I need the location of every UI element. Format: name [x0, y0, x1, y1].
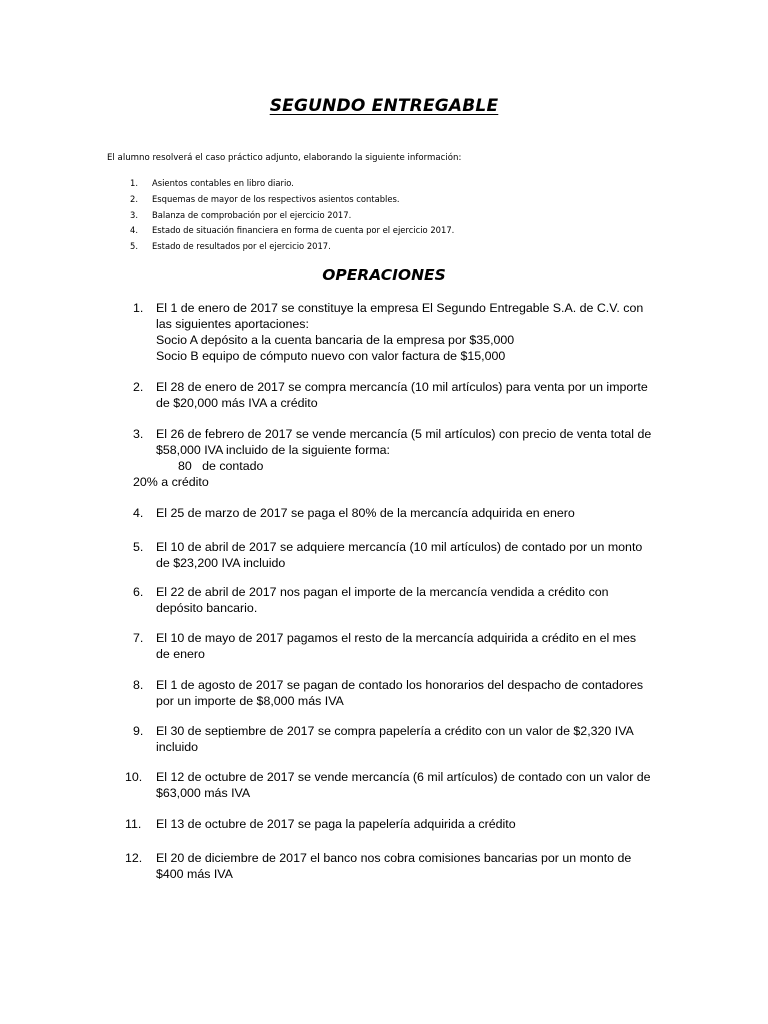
operation-line: Socio B equipo de cómputo nuevo con valor factura de $15,000	[156, 349, 506, 363]
operation-line: El 12 de octubre de 2017 se vende mercancía (6 mil artículos) de contado con un valor de	[156, 770, 651, 784]
operation-number: 12.	[125, 851, 143, 865]
operation-number: 4.	[133, 506, 144, 520]
operation-line: Socio A depósito a la cuenta bancaria de la empresa por $35,000	[156, 333, 515, 347]
task-text: Estado de resultados por el ejercicio 2017.	[152, 241, 331, 252]
operation-item	[133, 539, 673, 571]
operation-item	[133, 379, 673, 411]
operation-line: El 26 de febrero de 2017 se vende mercancía (5 mil artículos) con precio de venta total de	[156, 427, 652, 441]
operation-line: $63,000 más IVA	[156, 786, 251, 800]
operation-text	[156, 630, 673, 662]
operation-number: 5.	[133, 540, 144, 554]
operation-line: por un importe de $8,000 más IVA	[156, 694, 344, 708]
operation-text	[156, 769, 673, 801]
task-number: 4.	[130, 225, 138, 236]
operation-text	[156, 505, 673, 521]
operation-line: las siguientes aportaciones:	[156, 317, 309, 331]
operation-line: El 30 de septiembre de 2017 se compra papelería a crédito con un valor de $2,320 IVA	[156, 724, 634, 738]
operation-item	[125, 816, 673, 832]
operation-text	[156, 300, 673, 364]
operation-number: 11.	[125, 817, 142, 831]
operation-line: El 10 de abril de 2017 se adquiere mercancía (10 mil artículos) de contado por un monto	[156, 540, 643, 554]
operation-number: 9.	[133, 724, 144, 738]
operation-line: El 28 de enero de 2017 se compra mercancía (10 mil artículos) para venta por un importe	[156, 380, 648, 394]
operation-number: 2.	[133, 380, 144, 394]
operation-line: El 22 de abril de 2017 nos pagan el importe de la mercancía vendida a crédito con	[156, 585, 609, 599]
operation-line: incluido	[156, 740, 199, 754]
operation-line: 80 de contado	[178, 459, 264, 473]
operation-line: de $23,200 IVA incluido	[156, 556, 286, 570]
operation-line: $58,000 IVA incluido de la siguiente forma:	[156, 443, 390, 457]
operation-item	[133, 505, 673, 521]
operation-item	[133, 630, 673, 662]
operation-text	[156, 850, 673, 882]
task-number: 2.	[130, 193, 138, 204]
operation-number: 10.	[125, 770, 143, 784]
operation-text	[156, 379, 673, 411]
operation-item	[133, 677, 673, 709]
operation-text	[133, 426, 673, 490]
intro-text: El alumno resolverá el caso práctico adjunto, elaborando la siguiente información:	[107, 153, 462, 163]
document-title: SEGUNDO ENTREGABLE	[269, 96, 499, 116]
task-item	[130, 239, 454, 255]
task-item	[130, 208, 454, 224]
operation-line: depósito bancario.	[156, 601, 258, 615]
operation-line: $400 más IVA	[156, 867, 233, 881]
operation-item	[125, 850, 673, 882]
operation-line: El 25 de marzo de 2017 se paga el 80% de la mercancía adquirida en enero	[156, 506, 575, 520]
task-number: 1.	[130, 178, 138, 188]
operation-line: El 10 de mayo de 2017 pagamos el resto de la mercancía adquirida a crédito en el mes	[156, 631, 637, 645]
operation-line: El 13 de octubre de 2017 se paga la papelería adquirida a crédito	[156, 817, 516, 831]
operation-item	[133, 584, 673, 616]
task-item	[130, 192, 454, 208]
operation-text	[156, 539, 673, 571]
operation-text	[156, 723, 673, 755]
task-list	[130, 176, 454, 255]
operation-line: El 1 de enero de 2017 se constituye la empresa El Segundo Entregable S.A. de C.V. con	[156, 301, 644, 315]
task-number: 5.	[130, 241, 138, 252]
task-text: Estado de situación financiera en forma de cuenta por el ejercicio 2017.	[152, 225, 455, 236]
operation-item	[125, 769, 673, 801]
task-text: Esquemas de mayor de los respectivos asientos contables.	[152, 193, 400, 204]
operation-line: 20% a crédito	[133, 475, 209, 489]
operation-item	[133, 300, 673, 364]
operation-number: 6.	[133, 585, 144, 599]
operation-text	[156, 816, 673, 832]
operations-title: OPERACIONES	[322, 266, 446, 284]
task-number: 3.	[130, 209, 138, 220]
operation-item	[133, 426, 673, 490]
operation-text	[156, 677, 673, 709]
operation-number: 3.	[133, 427, 144, 441]
operation-text	[156, 584, 673, 616]
task-item	[130, 223, 454, 239]
operation-line: El 1 de agosto de 2017 se pagan de contado los honorarios del despacho de contadores	[156, 678, 644, 692]
task-text: Balanza de comprobación por el ejercicio 2017.	[152, 209, 352, 220]
operation-line: El 20 de diciembre de 2017 el banco nos cobra comisiones bancarias por un monto de	[156, 851, 632, 865]
operation-number: 1.	[133, 301, 144, 315]
operation-number: 7.	[133, 631, 144, 645]
operation-item	[133, 723, 673, 755]
task-item	[130, 176, 454, 192]
operation-line: de enero	[156, 647, 205, 661]
task-text: Asientos contables en libro diario.	[152, 178, 294, 188]
operation-number: 8.	[133, 678, 144, 692]
operation-line: de $20,000 más IVA a crédito	[156, 396, 318, 410]
